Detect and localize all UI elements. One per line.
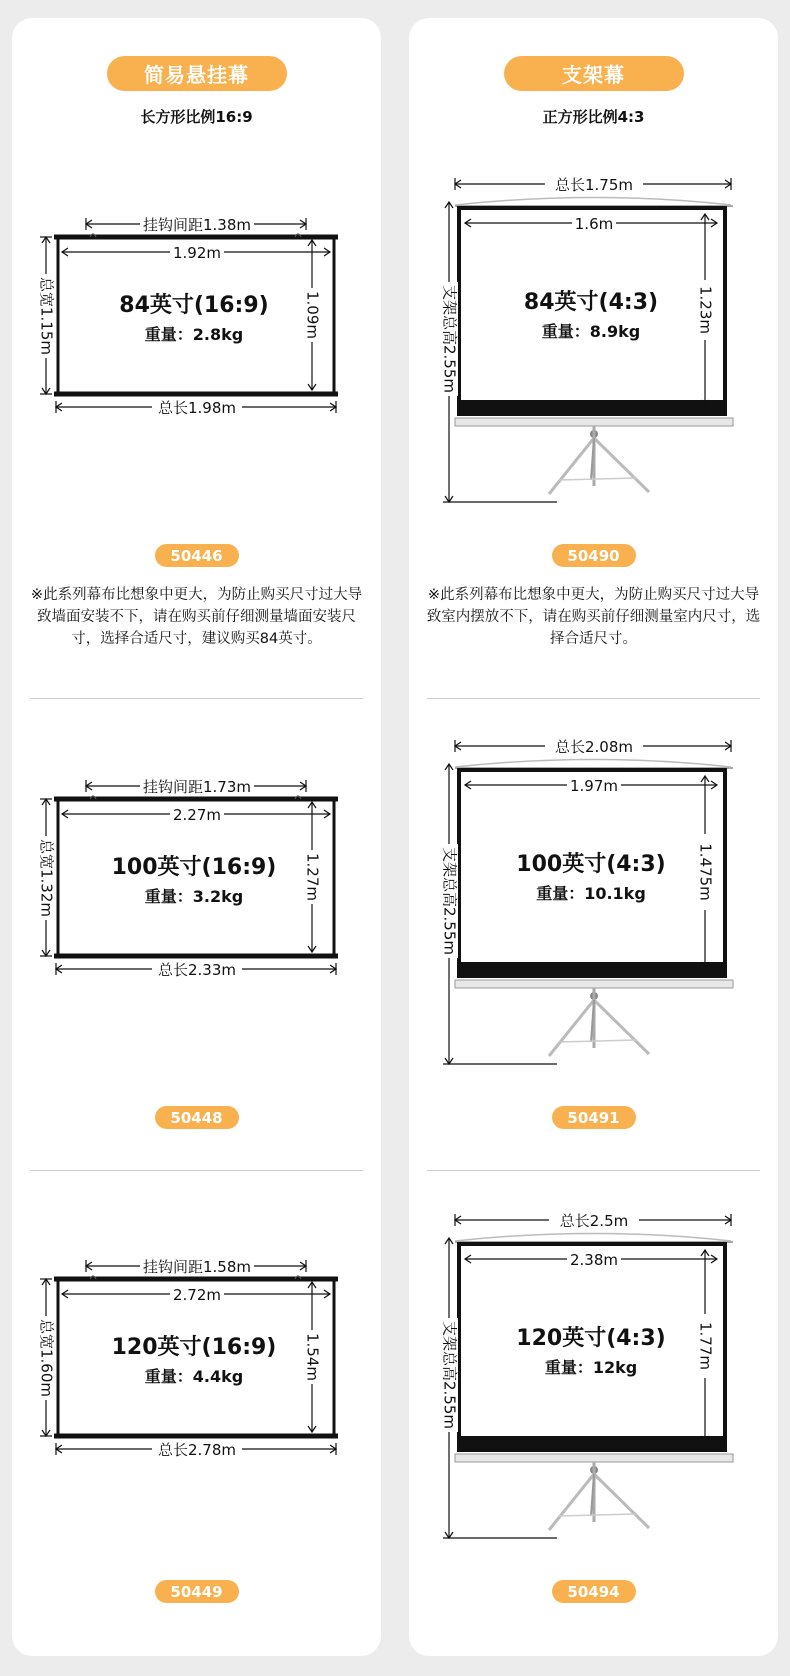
- total-width-label: 总宽1.15m: [37, 276, 56, 356]
- total-length-label: 总长2.08m: [554, 738, 634, 756]
- total-length-label: 总长1.98m: [157, 399, 237, 417]
- divider: [30, 698, 363, 699]
- product-code-badge: 50449: [155, 1580, 239, 1603]
- product-code-badge: 50490: [552, 544, 636, 567]
- divider: [427, 698, 760, 699]
- screen-size-title: 120英寸(4:3): [516, 1326, 666, 1351]
- total-width-label: 总宽1.60m: [37, 1318, 56, 1398]
- tripod-screen-subtitle: 正方形比例4:3: [542, 108, 645, 126]
- screen-size-title: 84英寸(4:3): [523, 290, 659, 315]
- total-length-label: 总长2.33m: [157, 961, 237, 979]
- hanging-screen-header: 简易悬挂幕: [107, 56, 287, 91]
- screen-width-label: 1.97m: [569, 777, 619, 795]
- stand-height-label: 支架总高2.55m: [440, 846, 459, 956]
- total-length-label: 总长1.75m: [554, 176, 634, 194]
- screen-height-label: 1.54m: [303, 1332, 322, 1382]
- hanging-screen-diagram-120: [12, 1250, 381, 1480]
- size-warning-note: ※此系列幕布比想象中更大，为防止购买尺寸过大导致室内摆放不下，请在购买前仔细测量室内尺寸，选择合适尺寸。: [426, 587, 761, 647]
- screen-width-label: 1.92m: [172, 244, 222, 262]
- total-width-label: 总宽1.32m: [37, 838, 56, 918]
- tripod-screen-diagram-120: [409, 1208, 778, 1564]
- screen-width-label: 2.38m: [569, 1251, 619, 1269]
- hanging-screen-subtitle: 长方形比例16:9: [140, 108, 253, 126]
- product-code-badge: 50491: [552, 1106, 636, 1129]
- stand-height-label: 支架总高2.55m: [440, 284, 459, 394]
- divider: [427, 1170, 760, 1171]
- tripod-screen-diagram-84: [409, 172, 778, 528]
- total-length-label: 总长2.5m: [559, 1212, 629, 1230]
- hanging-screen-panel: [12, 18, 381, 1656]
- screen-size-title: 84英寸(16:9): [119, 293, 269, 318]
- screen-weight: 重量：4.4kg: [144, 1367, 244, 1386]
- tripod-screen-diagram-100: [409, 734, 778, 1090]
- stand-height-label: 支架总高2.55m: [440, 1320, 459, 1430]
- screen-weight: 重量：8.9kg: [541, 322, 641, 341]
- hook-distance-label: 挂钩间距1.58m: [142, 1258, 252, 1276]
- hanging-screen-diagram-100: [12, 770, 381, 1000]
- screen-size-title: 100英寸(4:3): [516, 852, 666, 877]
- product-code-badge: 50446: [155, 544, 239, 567]
- tripod-screen-header: 支架幕: [504, 56, 684, 91]
- screen-height-label: 1.09m: [303, 290, 322, 340]
- product-code-badge: 50494: [552, 1580, 636, 1603]
- screen-weight: 重量：12kg: [544, 1358, 638, 1377]
- screen-weight: 重量：10.1kg: [536, 884, 646, 903]
- screen-width-label: 2.72m: [172, 1286, 222, 1304]
- screen-height-label: 1.23m: [696, 285, 715, 335]
- screen-width-label: 2.27m: [172, 806, 222, 824]
- screen-weight: 重量：3.2kg: [144, 887, 244, 906]
- product-code-badge: 50448: [155, 1106, 239, 1129]
- screen-size-title: 100英寸(16:9): [111, 855, 277, 880]
- hook-distance-label: 挂钩间距1.38m: [142, 216, 252, 234]
- size-warning-note: ※此系列幕布比想象中更大，为防止购买尺寸过大导致墙面安装不下，请在购买前仔细测量墙面安装尺寸，选择合适尺寸，建议购买84英寸。: [30, 587, 363, 647]
- hanging-screen-diagram-84: [12, 208, 381, 438]
- screen-weight: 重量：2.8kg: [144, 325, 244, 344]
- screen-size-title: 120英寸(16:9): [111, 1335, 277, 1360]
- screen-height-label: 1.77m: [696, 1321, 715, 1371]
- tripod-screen-panel: [409, 18, 778, 1656]
- divider: [30, 1170, 363, 1171]
- screen-width-label: 1.6m: [574, 215, 614, 233]
- screen-height-label: 1.27m: [303, 852, 322, 902]
- total-length-label: 总长2.78m: [157, 1441, 237, 1459]
- hook-distance-label: 挂钩间距1.73m: [142, 778, 252, 796]
- screen-height-label: 1.475m: [696, 843, 715, 901]
